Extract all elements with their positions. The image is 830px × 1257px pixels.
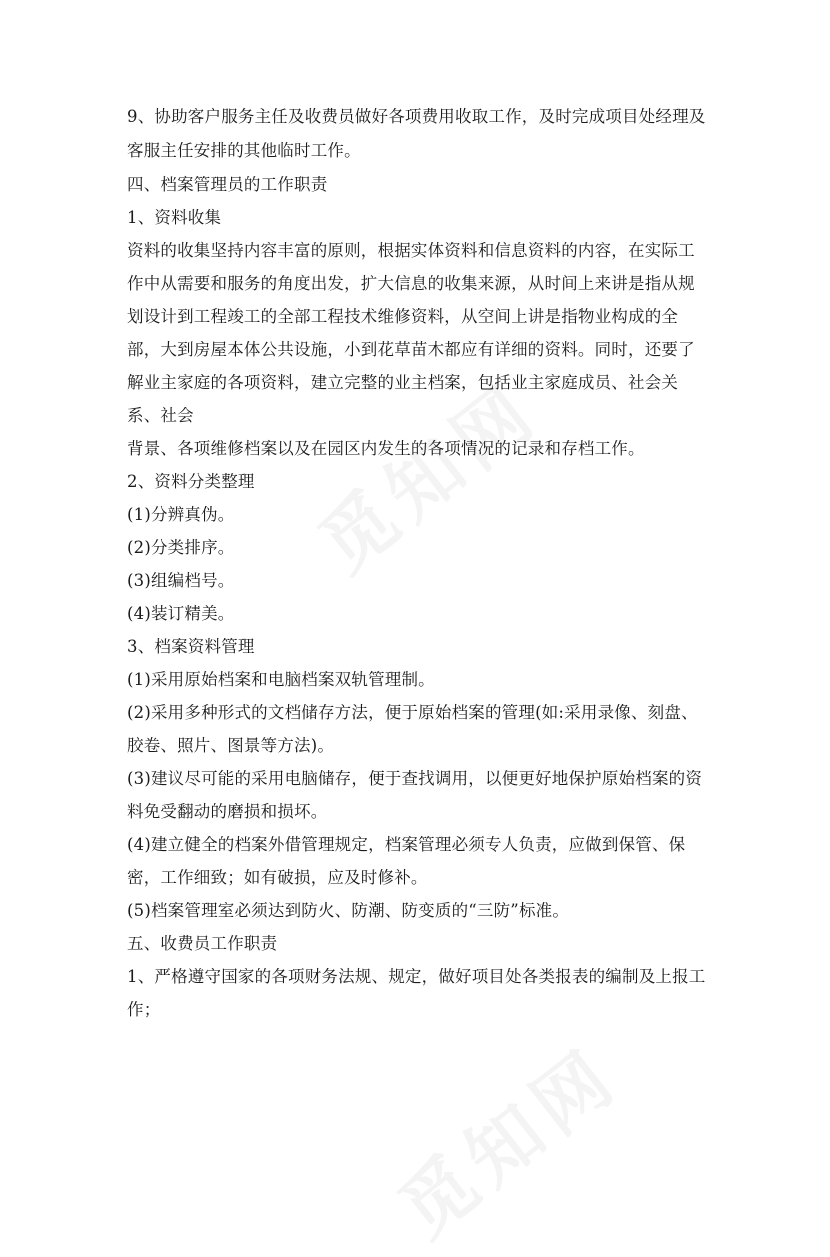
text-line: 解业主家庭的各项资料，建立完整的业主档案，包括业主家庭成员、社会关 [127, 373, 679, 392]
list-item: (1)采用原始档案和电脑档案双轨管理制。 [127, 670, 435, 689]
subsection-heading: 3、档案资料管理 [127, 637, 255, 656]
list-item: (1)分辨真伪。 [127, 505, 235, 524]
list-item: (3)建议尽可能的采用电脑储存，便于查找调用，以便更好地保护原始档案的资 [127, 769, 703, 788]
list-item: (4)建立健全的档案外借管理规定，档案管理必须专人负责，应做到保管、保 [127, 835, 686, 854]
text-line: 料免受翻动的磨损和损坏。 [127, 802, 328, 821]
text-line: 资料的收集坚持内容丰富的原则，根据实体资料和信息资料的内容，在实际工 [127, 241, 695, 260]
subsection-heading: 1、资料收集 [127, 208, 222, 227]
list-item: (2)采用多种形式的文档储存方法，便于原始档案的管理(如:采用录像、刻盘、 [127, 703, 698, 722]
text-line: 胶卷、照片、图景等方法)。 [127, 736, 335, 755]
watermark-bottom [374, 1019, 638, 1257]
list-item: (4)装订精美。 [127, 604, 235, 623]
text-line: 作中从需要和服务的角度出发，扩大信息的收集来源，从时间上来讲是指从规 [127, 274, 695, 293]
text-line: 作； [127, 1000, 161, 1019]
section-heading: 五、收费员工作职责 [127, 934, 278, 953]
text-line: 1、严格遵守国家的各项财务法规、规定，做好项目处各类报表的编制及上报工 [127, 967, 706, 986]
text-line: 密，工作细致；如有破损，应及时修补。 [127, 868, 428, 887]
text-line: 客服主任安排的其他临时工作。 [127, 141, 361, 160]
text-line: 9、协助客户服务主任及收费员做好各项费用收取工作，及时完成项目处经理及 [127, 107, 706, 126]
list-item: (3)组编档号。 [127, 571, 235, 590]
text-line: 部，大到房屋本体公共设施，小到花草苗木都应有详细的资料。同时，还要了 [127, 340, 695, 359]
section-heading: 四、档案管理员的工作职责 [127, 175, 328, 194]
list-item: (2)分类排序。 [127, 538, 235, 557]
list-item: (5)档案管理室必须达到防火、防潮、防变质的“三防”标准。 [127, 901, 570, 920]
text-line: 背景、各项维修档案以及在园区内发生的各项情况的记录和存档工作。 [127, 439, 645, 458]
text-line: 划设计到工程竣工的全部工程技术维修资料，从空间上讲是指物业构成的全 [127, 307, 679, 326]
subsection-heading: 2、资料分类整理 [127, 472, 255, 491]
text-line: 系、社会 [127, 406, 194, 425]
